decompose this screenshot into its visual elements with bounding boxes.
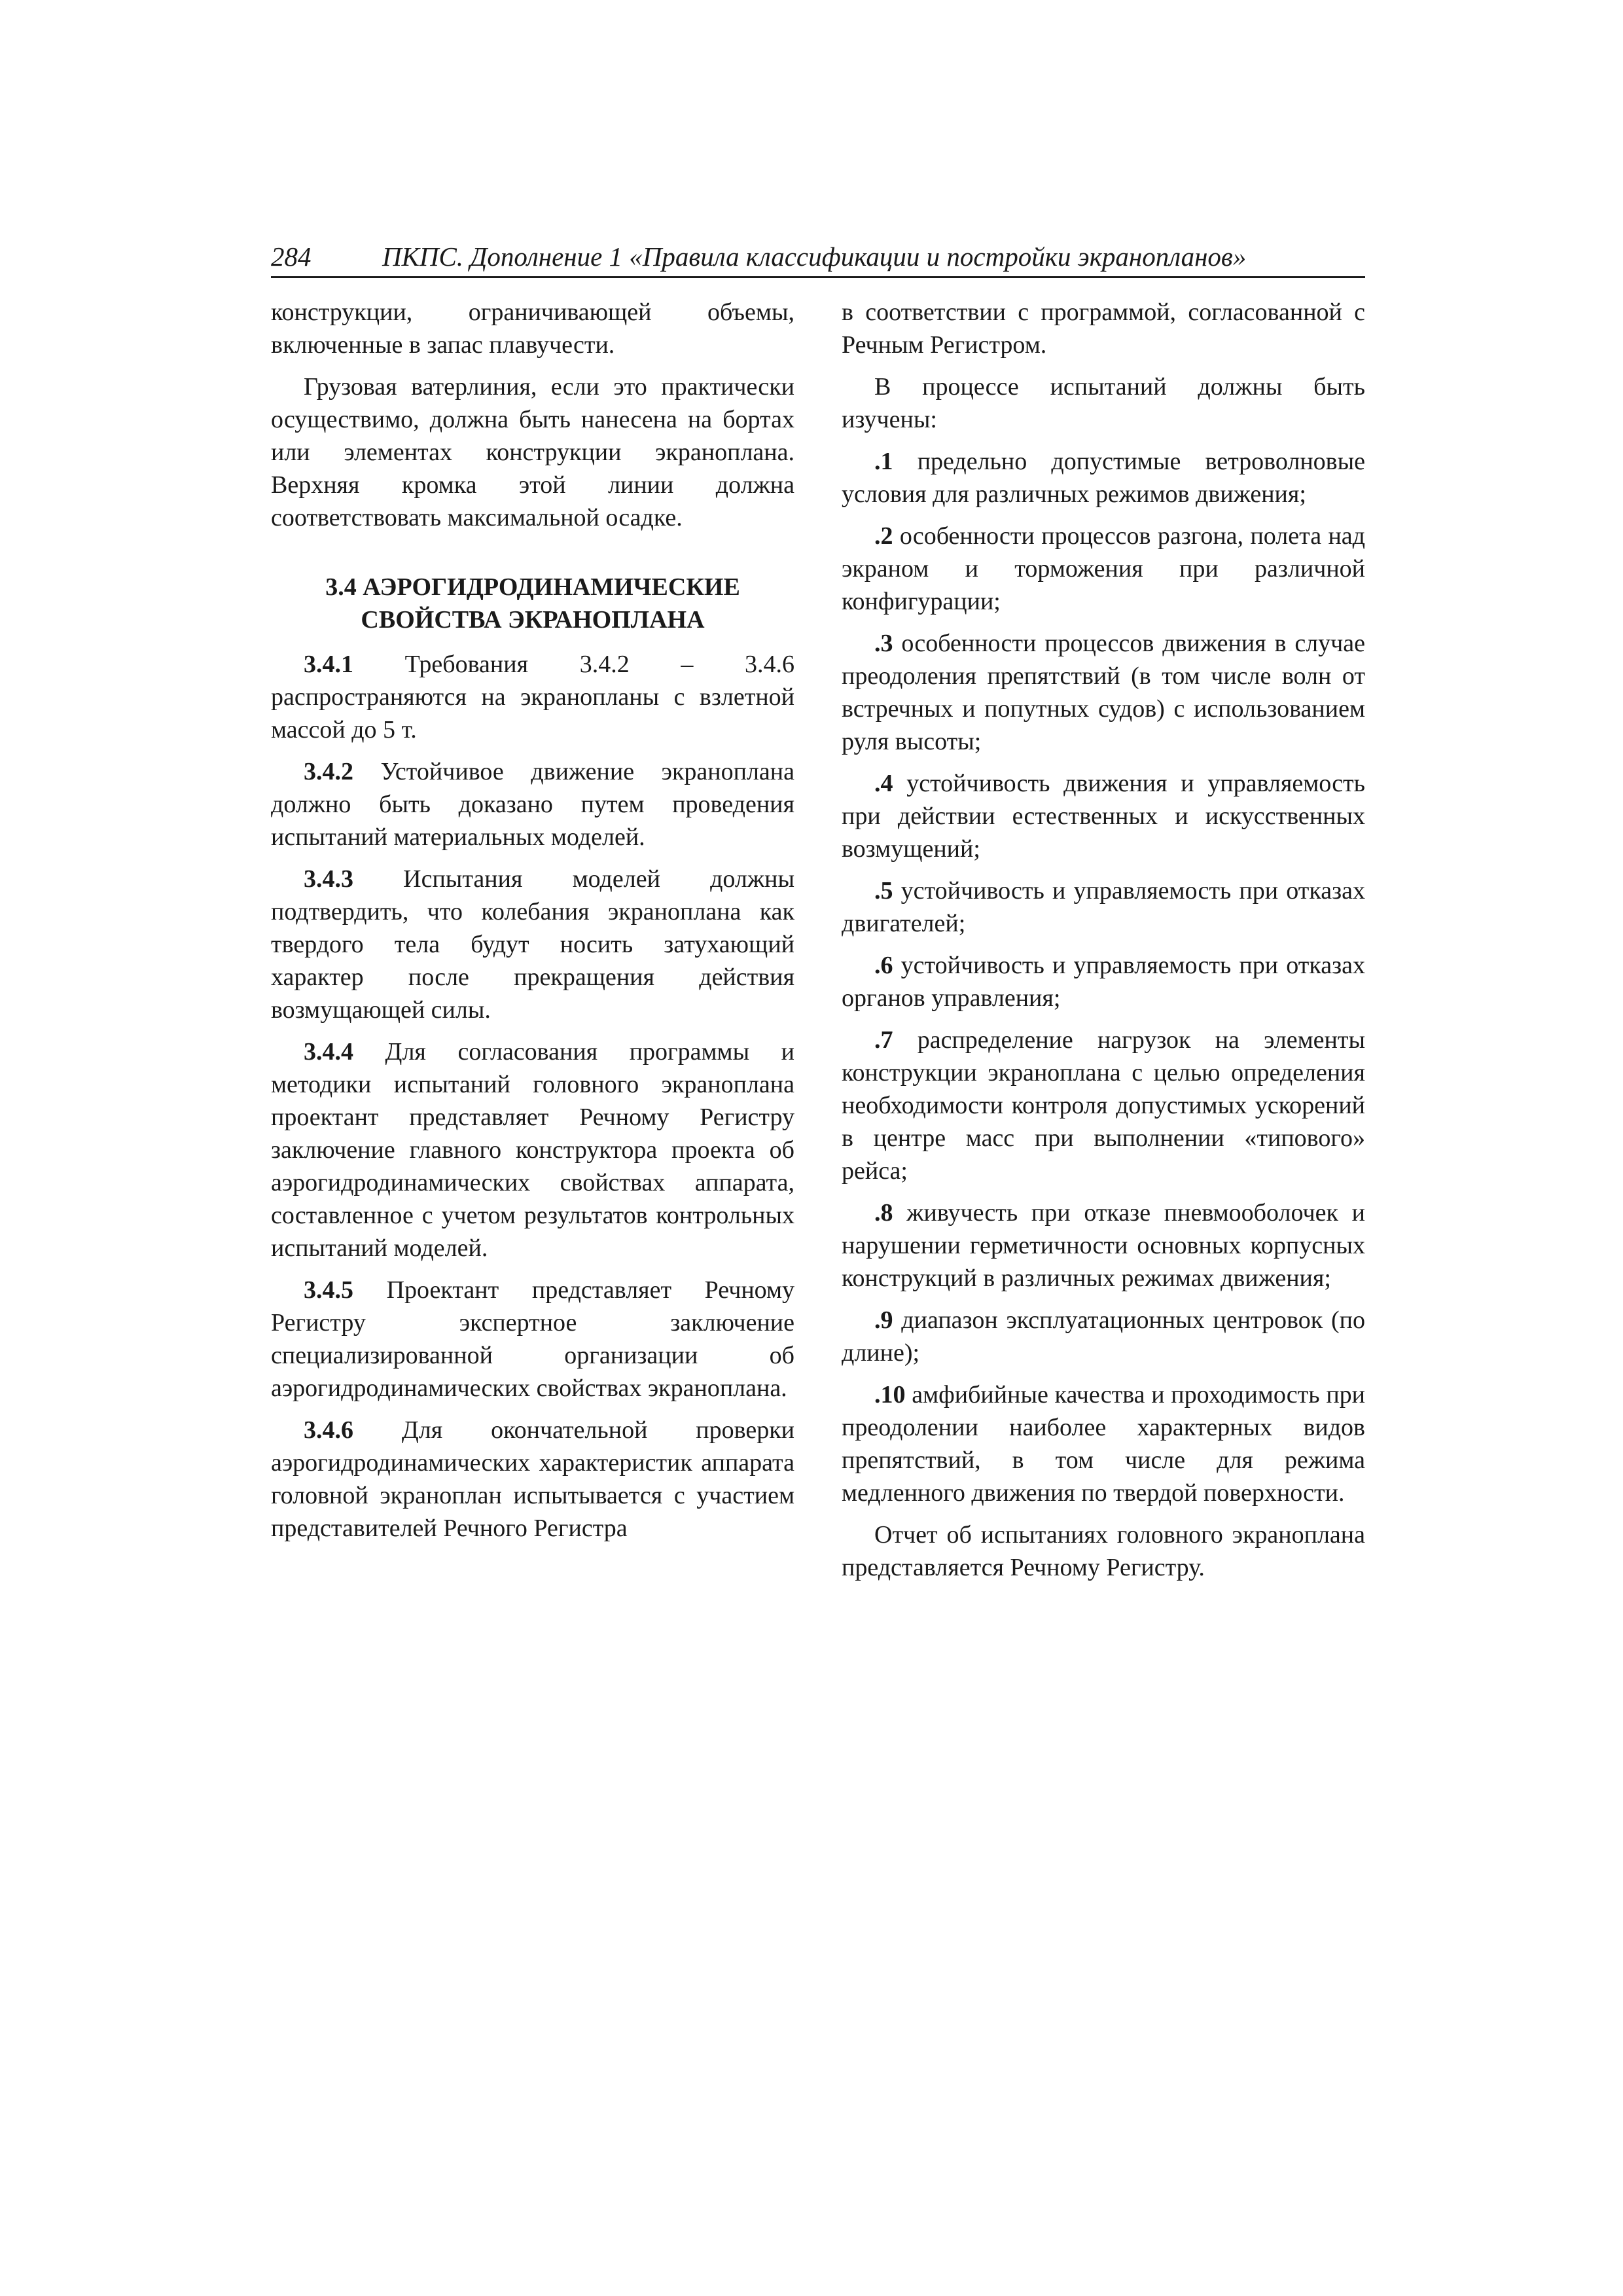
item-number: .7 (874, 1026, 893, 1054)
item-text: особенности процессов разгона, полета над экраном и торможения при различной конфигурации; (842, 522, 1365, 615)
item-text: предельно допустимые ветроволновые условия для различных режимов движения; (842, 448, 1365, 508)
item-number: .9 (874, 1306, 893, 1334)
item-text: распределение нагрузок на элементы конструкции экраноплана с целью определения необходимости контроля допустимых ускорений в центре масс при выполнении «типового» рейса; (842, 1026, 1365, 1185)
clause-number: 3.4.2 (304, 758, 353, 785)
item-number: .10 (874, 1381, 906, 1408)
clause-text: Для согласования программы и методики испытаний головного экраноплана проектант представляет Речному Регистру заключение главного конструктора проекта об аэрогидродинамических свойствах аппарата, составленное с учетом результатов контрольных испытаний моделей. (271, 1038, 794, 1262)
clause-3-4-4 (271, 1035, 794, 1265)
left-column (271, 296, 794, 1554)
item-number: .1 (874, 448, 893, 475)
item-text: устойчивость и управляемость при отказах органов управления; (842, 952, 1365, 1012)
clause-3-4-1 (271, 648, 794, 746)
clause-text: Проектант представляет Речному Регистру экспертное заключение специализированной организации об аэрогидродинамических свойствах экраноплана. (271, 1276, 794, 1402)
item-number: .3 (874, 630, 893, 657)
item-number: .2 (874, 522, 893, 550)
paragraph: в соответствии с программой, согласованной с Речным Регистром. (842, 298, 1365, 359)
item-text: устойчивость движения и управляемость при действии естественных и искусственных возмущений; (842, 770, 1365, 863)
item-text: диапазон эксплуатационных центровок (по длине); (842, 1306, 1365, 1367)
section-heading-line: 3.4 АЭРОГИДРОДИНАМИЧЕСКИЕ (325, 573, 740, 601)
item-number: .4 (874, 770, 893, 797)
clause-text: Для окончательной проверки аэрогидродинамических характеристик аппарата головной экраноплан испытывается с участием представителей Речного Регистра (271, 1416, 794, 1542)
paragraph: Грузовая ватерлиния, если это практически осуществимо, должна быть нанесена на бортах или элементах конструкции экраноплана. Верхняя кромка этой линии должна соответствовать максимальной осадке. (271, 373, 794, 531)
clause-text: Испытания моделей должны подтвердить, что колебания экраноплана как твердого тела будут носить затухающий характер после прекращения действия возмущающей силы. (271, 865, 794, 1024)
clause-text: Требования 3.4.2 – 3.4.6 распространяются на экранопланы с взлетной массой до 5 т. (271, 651, 794, 744)
item-number: .8 (874, 1199, 893, 1227)
clause-3-4-5 (271, 1274, 794, 1405)
list-item-8 (842, 1196, 1365, 1295)
list-item-3 (842, 627, 1365, 758)
list-item-10 (842, 1378, 1365, 1509)
item-text: живучесть при отказе пневмооболочек и нарушении герметичности основных корпусных конструкций в различных режимах движения; (842, 1199, 1365, 1292)
paragraph: конструкции, ограничивающей объемы, включенные в запас плавучести. (271, 298, 794, 359)
paragraph: В процессе испытаний должны быть изучены: (842, 373, 1365, 433)
list-item-7 (842, 1024, 1365, 1187)
clause-number: 3.4.3 (304, 865, 353, 893)
clause-number: 3.4.4 (304, 1038, 353, 1066)
clause-number: 3.4.5 (304, 1276, 353, 1304)
running-header (271, 237, 1365, 278)
clause-3-4-2 (271, 755, 794, 853)
section-heading-line: СВОЙСТВА ЭКРАНОПЛАНА (361, 606, 705, 634)
list-item-5 (842, 874, 1365, 940)
section-heading (271, 571, 794, 636)
clause-text: Устойчивое движение экраноплана должно быть доказано путем проведения испытаний материальных моделей. (271, 758, 794, 851)
item-number: .6 (874, 952, 893, 979)
page-number: 284 (271, 242, 312, 272)
item-text: особенности процессов движения в случае преодоления препятствий (в том числе волн от встречных и попутных судов) с использованием руля высоты; (842, 630, 1365, 755)
list-item-2 (842, 520, 1365, 618)
clause-number: 3.4.1 (304, 651, 353, 678)
list-item-4 (842, 767, 1365, 865)
paragraph: Отчет об испытаниях головного экраноплана представляется Речному Регистру. (842, 1521, 1365, 1581)
list-item-6 (842, 949, 1365, 1014)
clause-3-4-3 (271, 863, 794, 1026)
clause-number: 3.4.6 (304, 1416, 353, 1444)
clause-3-4-6 (271, 1414, 794, 1545)
list-item-9 (842, 1304, 1365, 1369)
item-number: .5 (874, 877, 893, 905)
item-text: устойчивость и управляемость при отказах двигателей; (842, 877, 1365, 937)
right-column (842, 296, 1365, 1593)
list-item-1 (842, 445, 1365, 511)
item-text: амфибийные качества и проходимость при преодолении наиболее характерных видов препятствий, в том числе для режима медленного движения по твердой поверхности. (842, 1381, 1365, 1507)
running-title: ПКПС. Дополнение 1 «Правила классификации и постройки экранопланов» (382, 242, 1247, 272)
